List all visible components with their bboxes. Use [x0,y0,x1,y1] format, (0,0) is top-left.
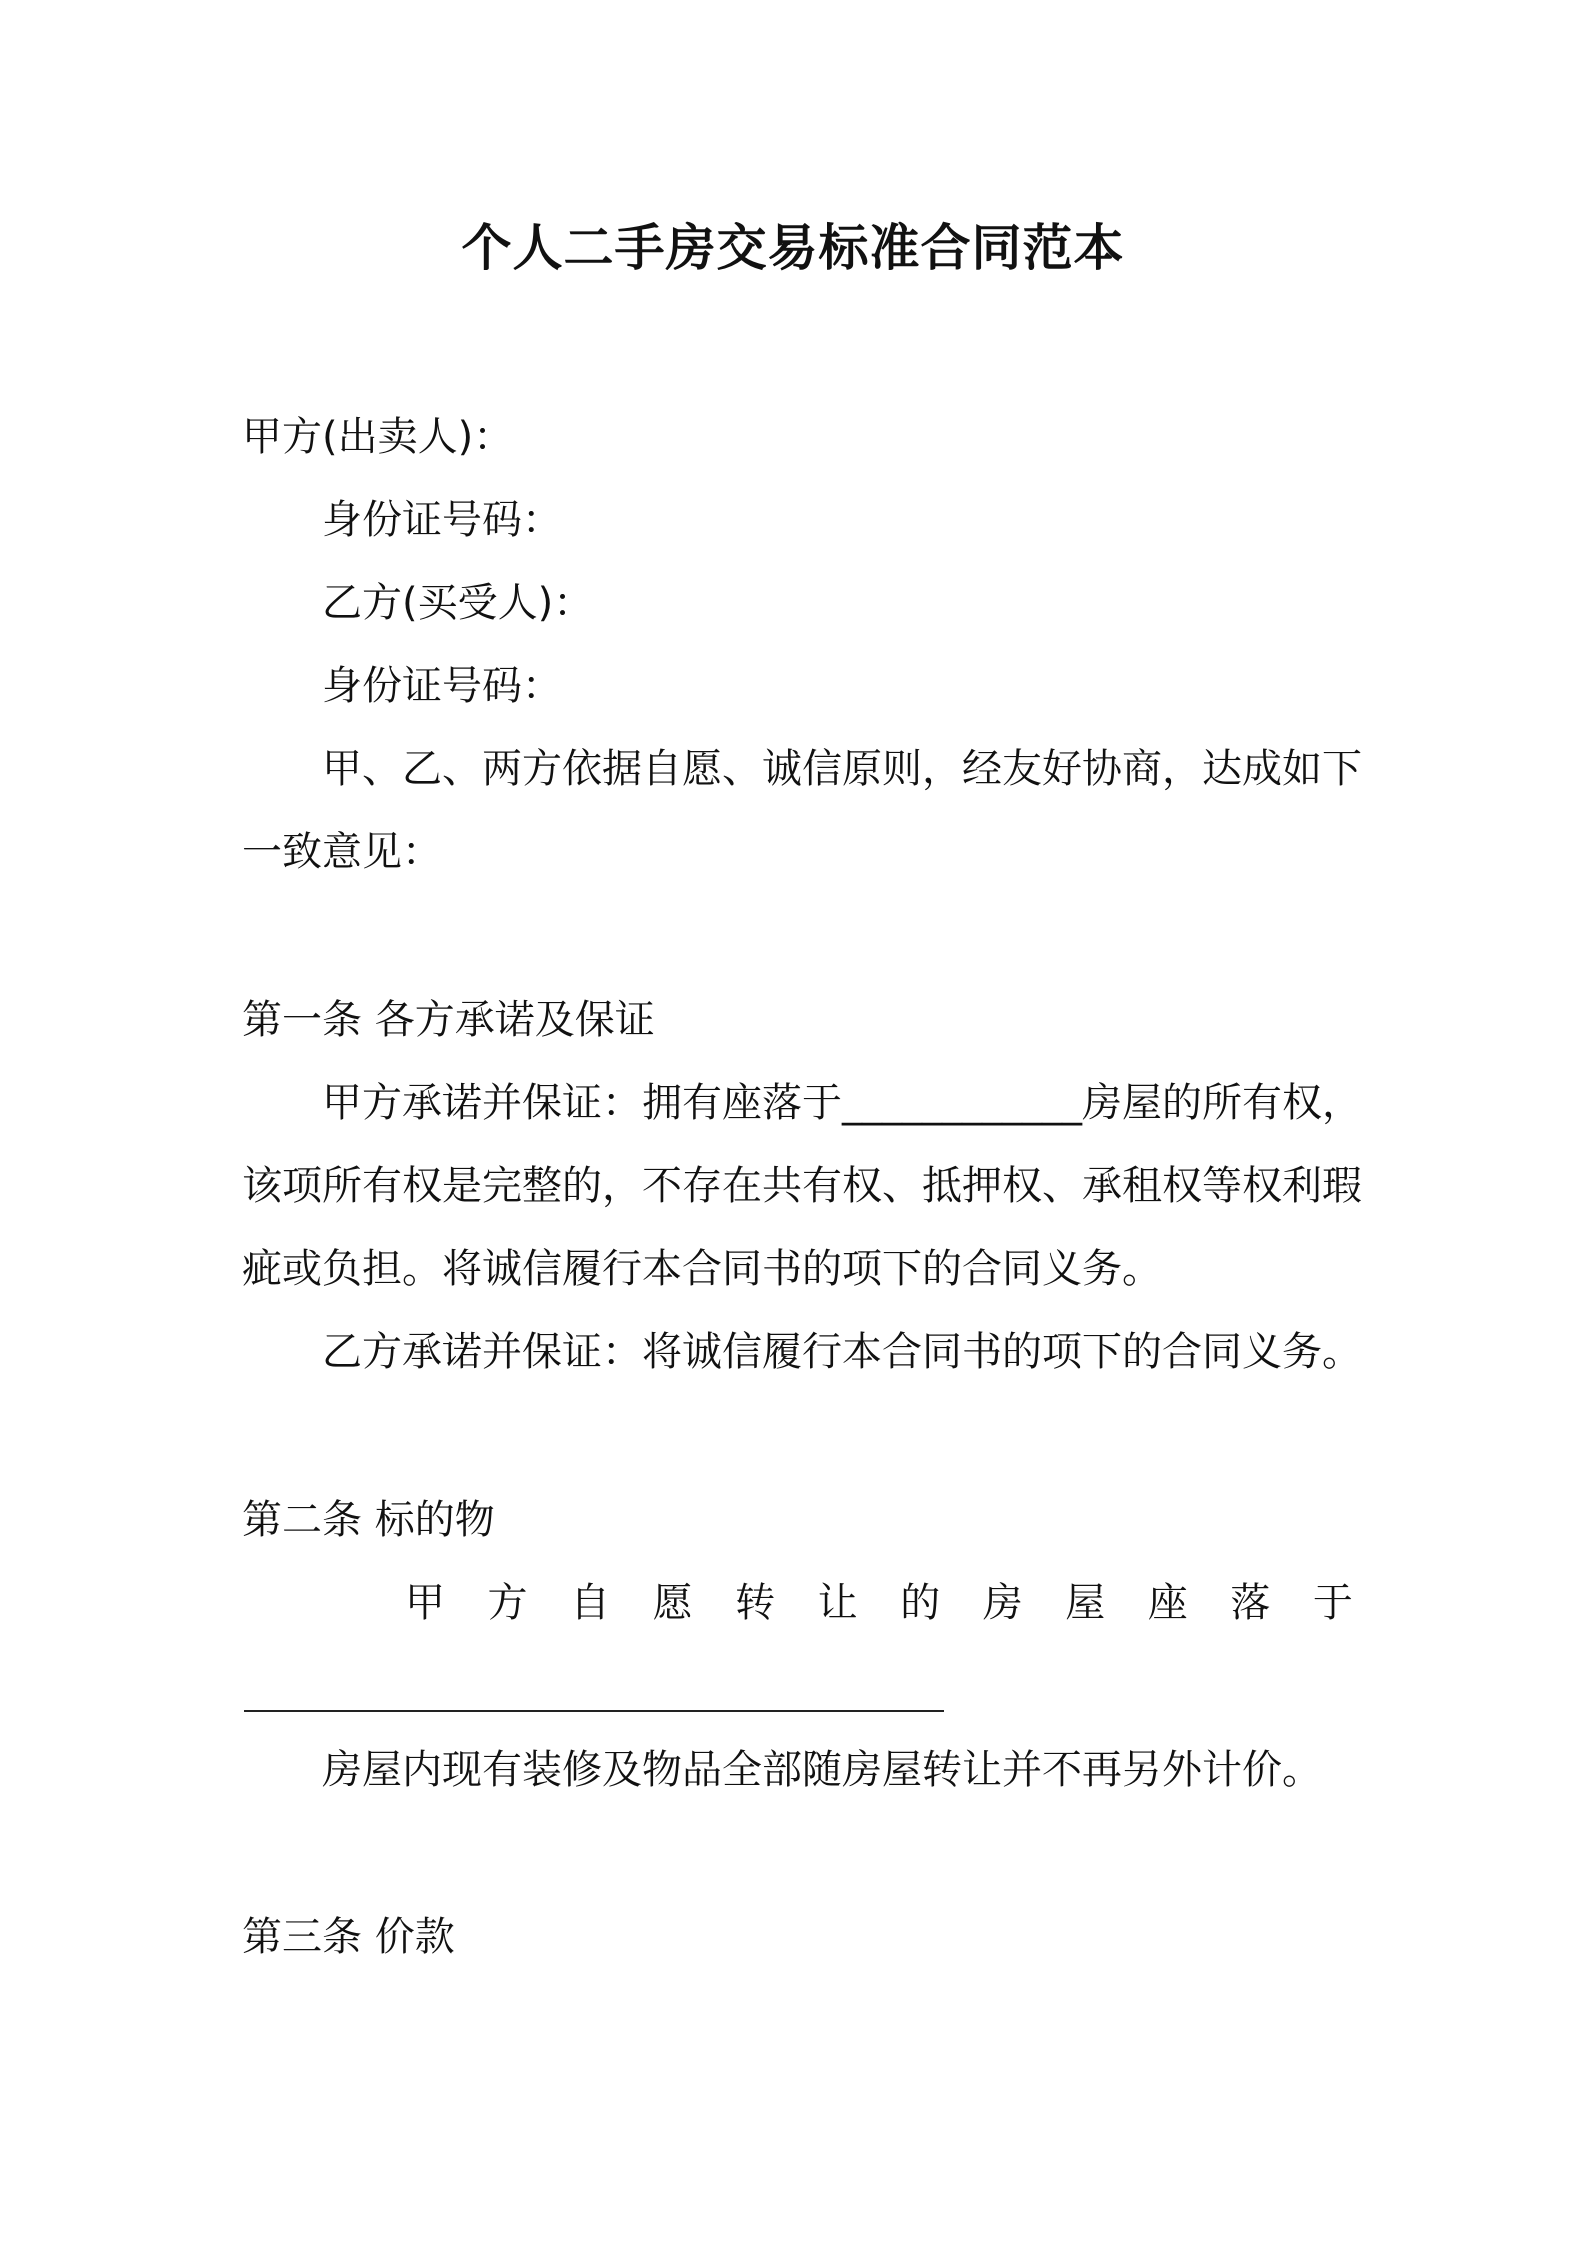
spread-char: 方 [487,1580,528,1626]
party-b-label: 乙方(买受人)： [322,580,594,626]
spread-char: 甲 [405,1580,445,1626]
spread-char: 转 [735,1580,776,1626]
article-3-heading: 第三条 价款 [242,1914,455,1960]
article-1-party-a-line-1: 甲方承诺并保证：拥有座落于____________房屋的所有权， [322,1080,1362,1126]
spread-char: 让 [817,1580,858,1626]
intro-paragraph-line-2: 一致意见： [242,829,442,875]
spread-char: 座 [1147,1580,1188,1626]
party-b-id-label: 身份证号码： [322,663,562,709]
article-1-party-a-line-2: 该项所有权是完整的，不存在共有权、抵押权、承租权等权利瑕 [242,1163,1362,1209]
spread-char: 于 [1312,1580,1353,1626]
blank-fill-line [244,1710,944,1712]
article-1-heading: 第一条 各方承诺及保证 [242,997,655,1043]
party-a-id-label: 身份证号码： [322,497,562,543]
spread-char: 愿 [652,1580,693,1626]
spread-char: 自 [570,1580,611,1626]
spread-char: 房 [982,1580,1023,1626]
article-1-party-a-line-3: 疵或负担。将诚信履行本合同书的项下的合同义务。 [242,1246,1162,1292]
article-2-heading: 第二条 标的物 [242,1497,495,1543]
page-title: 个人二手房交易标准合同范本 [461,219,1125,277]
spread-char: 屋 [1065,1580,1106,1626]
article-1-party-b: 乙方承诺并保证：将诚信履行本合同书的项下的合同义务。 [322,1329,1362,1375]
spread-char: 落 [1230,1580,1271,1626]
article-2-decoration-text: 房屋内现有装修及物品全部随房屋转让并不再另外计价。 [322,1747,1322,1793]
party-a-label: 甲方(出卖人)： [242,414,514,460]
spread-char: 的 [900,1580,941,1626]
article-2-spread-line [405,1578,1353,1628]
intro-paragraph-line-1: 甲、乙、两方依据自愿、诚信原则，经友好协商，达成如下 [322,746,1362,792]
